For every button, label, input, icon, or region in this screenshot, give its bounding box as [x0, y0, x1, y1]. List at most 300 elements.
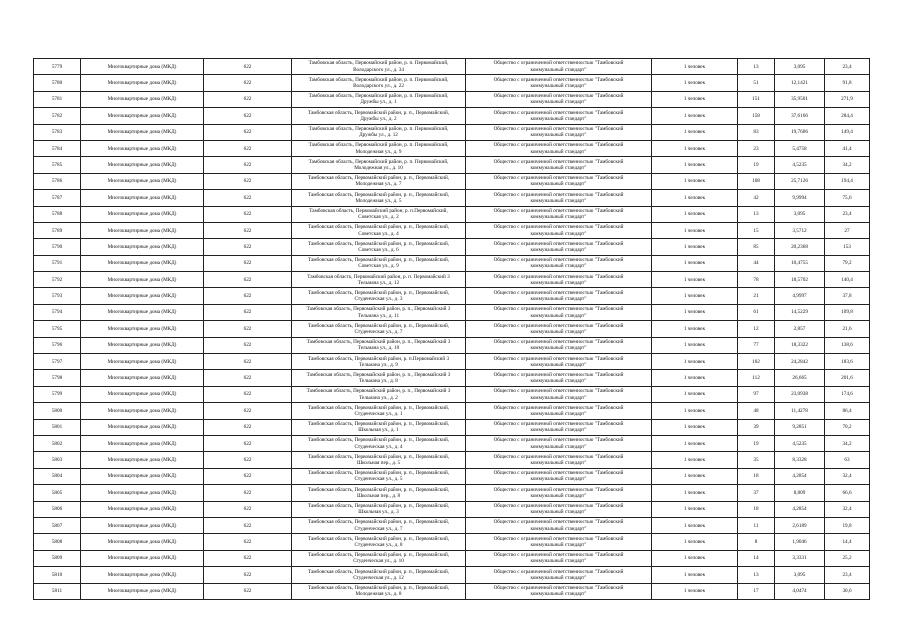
object-type-cell: Многоквартирные дома (МКД) [81, 452, 204, 468]
address-cell [292, 206, 466, 222]
organization-line-1: Общество с ограниченной ответственностью "Тамбовский [493, 142, 624, 149]
organization-line-1: Общество с ограниченной ответственностью "Тамбовский [493, 568, 624, 575]
resident-count-cell: 83 [738, 124, 775, 140]
object-type-cell: Многоквартирные дома (МКД) [81, 255, 204, 271]
address-line-1: Тамбовская область, Первомайский район, р. п. Первомайский 3 [307, 273, 450, 280]
object-type-cell: Многоквартирные дома (МКД) [81, 108, 204, 124]
row-number-cell: 5786 [34, 173, 81, 189]
resident-count-cell: 108 [738, 173, 775, 189]
row-number-cell: 5796 [34, 337, 81, 353]
mass-value-cell: 63 [825, 452, 870, 468]
address-cell [292, 239, 466, 255]
organization-line-1: Общество с ограниченной ответственностью "Тамбовский [493, 306, 624, 313]
table-row [34, 190, 870, 206]
volume-value-cell: 24,2842 [775, 354, 825, 370]
responsible-cell: 1 человек [652, 485, 738, 501]
volume-value-cell: 4,2854 [775, 501, 825, 517]
volume-value-cell: 2,857 [775, 321, 825, 337]
row-number-cell: 5791 [34, 255, 81, 271]
address-line-2: Молодежная ул., д. 9 [355, 148, 402, 155]
registry-table [33, 58, 870, 600]
address-line-1: Тамбовская область, Первомайский район, р. п. Первомайский, [308, 158, 449, 165]
table-row [34, 140, 870, 156]
table-row [34, 59, 870, 75]
mass-value-cell: 149,4 [825, 124, 870, 140]
responsible-cell: 1 человек [652, 354, 738, 370]
address-cell [292, 452, 466, 468]
object-type-cell: Многоквартирные дома (МКД) [81, 419, 204, 435]
mass-value-cell: 21,6 [825, 321, 870, 337]
table-row [34, 534, 870, 550]
row-number-cell: 5797 [34, 354, 81, 370]
organization-line-2: коммунальный стандарт" [530, 99, 587, 106]
organization-line-1: Общество с ограниченной ответственностью "Тамбовский [493, 175, 624, 182]
address-line-2: Школьная ул., д. 3 [358, 509, 399, 516]
address-line-2: Студенческая ул., д. 7 [354, 525, 403, 532]
address-line-1: Тамбовская область, Первомайский район, р. п. Первомайский, [308, 93, 449, 100]
table-row [34, 288, 870, 304]
row-number-cell: 5792 [34, 272, 81, 288]
address-cell [292, 386, 466, 402]
address-cell [292, 354, 466, 370]
address-cell [292, 190, 466, 206]
responsible-cell: 1 человек [652, 321, 738, 337]
address-line-2: Володарского ул., д. 34 [353, 66, 404, 73]
row-number-cell: 5794 [34, 304, 81, 320]
resident-count-cell: 112 [738, 370, 775, 386]
resident-count-cell: 21 [738, 288, 775, 304]
organization-line-1: Общество с ограниченной ответственностью "Тамбовский [493, 535, 624, 542]
address-cell [292, 288, 466, 304]
responsible-cell: 1 человек [652, 206, 738, 222]
address-line-1: Тамбовская область, Первомайский район, р. п.Первомайский, [309, 208, 448, 214]
address-line-2: Советская ул., д. 9 [358, 263, 399, 270]
organization-line-1: Общество с ограниченной ответственностью "Тамбовский [493, 552, 624, 559]
mass-value-cell: 79,2 [825, 255, 870, 271]
organization-cell [466, 124, 652, 140]
responsible-cell: 1 человек [652, 124, 738, 140]
mass-value-cell: 70,2 [825, 419, 870, 435]
volume-value-cell: 18,5702 [775, 272, 825, 288]
category-code-cell: 622 [204, 386, 292, 402]
organization-cell [466, 517, 652, 533]
organization-line-1: Общество с ограниченной ответственностью "Тамбовский [493, 126, 624, 133]
category-code-cell: 622 [204, 59, 292, 75]
address-line-2: Студенческая ул., д. 12 [353, 574, 404, 581]
volume-value-cell: 1,9046 [775, 534, 825, 550]
responsible-cell: 1 человек [652, 75, 738, 91]
resident-count-cell: 17 [738, 583, 775, 599]
volume-value-cell: 14,5229 [775, 304, 825, 320]
row-number-cell: 5807 [34, 517, 81, 533]
address-line-2: Студенческая ул., д. 4 [354, 443, 403, 450]
address-line-1: Тамбовская область, Первомайский район, р. п., Первомайский 3 [306, 339, 451, 346]
row-number-cell: 5800 [34, 403, 81, 419]
address-cell [292, 517, 466, 533]
mass-value-cell: 32,4 [825, 468, 870, 484]
address-cell [292, 222, 466, 238]
address-cell [292, 501, 466, 517]
object-type-cell: Многоквартирные дома (МКД) [81, 567, 204, 583]
resident-count-cell: 77 [738, 337, 775, 353]
resident-count-cell: 13 [738, 567, 775, 583]
row-number-cell: 5798 [34, 370, 81, 386]
responsible-cell: 1 человек [652, 304, 738, 320]
responsible-cell: 1 человек [652, 403, 738, 419]
category-code-cell: 622 [204, 206, 292, 222]
address-line-2: Школьная пер., д. 8 [356, 492, 401, 499]
responsible-cell: 1 человек [652, 91, 738, 107]
organization-line-2: коммунальный стандарт" [530, 181, 587, 188]
mass-value-cell: 75,6 [825, 190, 870, 206]
volume-value-cell: 4,5235 [775, 435, 825, 451]
organization-line-2: коммунальный стандарт" [530, 525, 587, 532]
responsible-cell: 1 человек [652, 550, 738, 566]
category-code-cell: 622 [204, 91, 292, 107]
address-line-1: Тамбовская область, Первомайский район, р. п., Первомайский 3 [306, 306, 451, 313]
row-number-cell: 5793 [34, 288, 81, 304]
address-line-2: Советская ул., д. 2 [358, 214, 399, 221]
organization-cell [466, 157, 652, 173]
address-line-1: Тамбовская область, Первомайский район, р. п., Первомайский, [307, 437, 450, 444]
responsible-cell: 1 человек [652, 222, 738, 238]
address-cell [292, 59, 466, 75]
category-code-cell: 622 [204, 272, 292, 288]
address-cell [292, 485, 466, 501]
mass-value-cell: 19,8 [825, 517, 870, 533]
volume-value-cell: 4,5235 [775, 157, 825, 173]
row-number-cell: 5787 [34, 190, 81, 206]
address-line-2: Дружбы ул., д. 12 [359, 132, 398, 139]
table-row [34, 206, 870, 222]
category-code-cell: 622 [204, 485, 292, 501]
responsible-cell: 1 человек [652, 157, 738, 173]
address-line-2: Молодежная ул., д. 10 [354, 165, 403, 172]
address-line-1: Тамбовская область, Первомайский район, р. п., Первомайский, [307, 404, 450, 411]
document-page [33, 58, 869, 600]
object-type-cell: Многоквартирные дома (МКД) [81, 583, 204, 599]
resident-count-cell: 51 [738, 75, 775, 91]
object-type-cell: Многоквартирные дома (МКД) [81, 272, 204, 288]
table-row [34, 550, 870, 566]
address-line-1: Тамбовская область, Первомайский район, р. п., Первомайский, [307, 175, 450, 182]
mass-value-cell: 138,6 [825, 337, 870, 353]
address-line-2: Студенческая ул., д. 7 [354, 328, 403, 335]
address-line-2: Тельмана ул., д. 9 [359, 361, 398, 368]
organization-line-1: Общество с ограниченной ответственностью "Тамбовский [493, 503, 624, 510]
volume-value-cell: 23,0938 [775, 386, 825, 402]
category-code-cell: 622 [204, 255, 292, 271]
address-line-1: Тамбовская область, Первомайский район, р. п., Первомайский, [307, 584, 450, 591]
organization-line-2: коммунальный стандарт" [530, 66, 587, 73]
address-line-1: Тамбовская область, Первомайский район, р. п., Первомайский, [307, 535, 450, 542]
table-row [34, 468, 870, 484]
table-row [34, 370, 870, 386]
row-number-cell: 5810 [34, 567, 81, 583]
mass-value-cell: 41,4 [825, 140, 870, 156]
responsible-cell: 1 человек [652, 583, 738, 599]
address-line-2: Студенческая ул., д. 10 [353, 558, 404, 565]
volume-value-cell: 3,095 [775, 206, 825, 222]
category-code-cell: 622 [204, 337, 292, 353]
category-code-cell: 622 [204, 419, 292, 435]
organization-line-1: Общество с ограниченной ответственностью "Тамбовский [493, 371, 624, 378]
address-line-1: Тамбовская область, Первомайский район, р. п., Первомайский, [307, 322, 450, 329]
address-line-1: Тамбовская область, Первомайский район, р. п.Первомайский 3 [307, 355, 450, 362]
organization-cell [466, 190, 652, 206]
volume-value-cell: 5,4758 [775, 140, 825, 156]
address-line-1: Тамбовская область, Первомайский район, р. п., Первомайский, [307, 519, 450, 526]
mass-value-cell: 86,4 [825, 403, 870, 419]
mass-value-cell: 183,6 [825, 354, 870, 370]
organization-cell [466, 321, 652, 337]
address-line-1: Тамбовская область, Первомайский район, р. п., Первомайский, [307, 421, 450, 428]
volume-value-cell: 19,7606 [775, 124, 825, 140]
address-line-2: Студенческая ул., д. 3 [354, 296, 403, 303]
organization-line-1: Общество с ограниченной ответственностью "Тамбовский [493, 109, 624, 116]
table-body [34, 59, 870, 600]
volume-value-cell: 20,2368 [775, 239, 825, 255]
category-code-cell: 622 [204, 75, 292, 91]
address-line-1: Тамбовская область, Первомайский район, р. п., Первомайский, [307, 240, 450, 247]
address-cell [292, 173, 466, 189]
resident-count-cell: 158 [738, 108, 775, 124]
address-line-1: Тамбовская область, Первомайский район, р. п., Первомайский, [307, 470, 450, 477]
organization-cell [466, 59, 652, 75]
organization-line-2: коммунальный стандарт" [530, 427, 587, 434]
address-cell [292, 337, 466, 353]
address-cell [292, 583, 466, 599]
organization-cell [466, 419, 652, 435]
address-line-2: Советская ул., д. 4 [358, 230, 399, 237]
mass-value-cell: 91,8 [825, 75, 870, 91]
volume-value-cell: 37,6166 [775, 108, 825, 124]
table-row [34, 321, 870, 337]
table-row [34, 108, 870, 124]
table-row [34, 485, 870, 501]
object-type-cell: Многоквартирные дома (МКД) [81, 386, 204, 402]
object-type-cell: Многоквартирные дома (МКД) [81, 157, 204, 173]
responsible-cell: 1 человек [652, 59, 738, 75]
organization-cell [466, 206, 652, 222]
organization-line-1: Общество с ограниченной ответственностью "Тамбовский [493, 404, 624, 411]
object-type-cell: Многоквартирные дома (МКД) [81, 190, 204, 206]
responsible-cell: 1 человек [652, 501, 738, 517]
row-number-cell: 5811 [34, 583, 81, 599]
organization-line-2: коммунальный стандарт" [530, 509, 587, 516]
organization-line-2: коммунальный стандарт" [530, 230, 587, 237]
organization-line-1: Общество с ограниченной ответственностью "Тамбовский [493, 388, 624, 395]
responsible-cell: 1 человек [652, 255, 738, 271]
category-code-cell: 622 [204, 534, 292, 550]
address-line-1: Тамбовская область, Первомайский район, р. п. Первомайский, [308, 142, 449, 149]
volume-value-cell: 3,5712 [775, 222, 825, 238]
resident-count-cell: 85 [738, 239, 775, 255]
organization-line-2: коммунальный стандарт" [530, 115, 587, 122]
object-type-cell: Многоквартирные дома (МКД) [81, 403, 204, 419]
responsible-cell: 1 человек [652, 534, 738, 550]
address-cell [292, 370, 466, 386]
object-type-cell: Многоквартирные дома (МКД) [81, 304, 204, 320]
category-code-cell: 622 [204, 304, 292, 320]
address-line-2: Тельмана ул., д. 10 [357, 345, 400, 352]
row-number-cell: 5806 [34, 501, 81, 517]
category-code-cell: 622 [204, 403, 292, 419]
address-cell [292, 255, 466, 271]
row-number-cell: 5784 [34, 140, 81, 156]
responsible-cell: 1 человек [652, 419, 738, 435]
organization-line-1: Общество с ограниченной ответственностью "Тамбовский [493, 519, 624, 526]
responsible-cell: 1 человек [652, 370, 738, 386]
table-row [34, 517, 870, 533]
volume-value-cell: 9,2851 [775, 419, 825, 435]
address-line-2: Школьная пер., д. 5 [356, 460, 401, 467]
organization-line-2: коммунальный стандарт" [530, 345, 587, 352]
organization-cell [466, 435, 652, 451]
organization-line-2: коммунальный стандарт" [530, 83, 587, 90]
address-line-1: Тамбовская область, Первомайский район, р. п., Первомайский 3 [306, 371, 451, 378]
object-type-cell: Многоквартирные дома (МКД) [81, 501, 204, 517]
address-line-2: Советская ул., д. 6 [358, 246, 399, 253]
organization-line-2: коммунальный стандарт" [530, 476, 587, 483]
mass-value-cell: 34,2 [825, 157, 870, 173]
mass-value-cell: 30,6 [825, 583, 870, 599]
row-number-cell: 5805 [34, 485, 81, 501]
table-row [34, 583, 870, 599]
responsible-cell: 1 человек [652, 190, 738, 206]
organization-line-2: коммунальный стандарт" [530, 394, 587, 401]
category-code-cell: 622 [204, 468, 292, 484]
organization-line-2: коммунальный стандарт" [530, 492, 587, 499]
volume-value-cell: 12,1421 [775, 75, 825, 91]
organization-cell [466, 354, 652, 370]
table-row [34, 337, 870, 353]
mass-value-cell: 174,6 [825, 386, 870, 402]
organization-line-2: коммунальный стандарт" [530, 296, 587, 303]
responsible-cell: 1 человек [652, 337, 738, 353]
organization-cell [466, 337, 652, 353]
volume-value-cell: 4,9997 [775, 288, 825, 304]
mass-value-cell: 23,4 [825, 206, 870, 222]
category-code-cell: 622 [204, 567, 292, 583]
address-line-1: Тамбовская область, Первомайский район, р. п., Первомайский, [307, 453, 450, 460]
row-number-cell: 5801 [34, 419, 81, 435]
row-number-cell: 5789 [34, 222, 81, 238]
organization-cell [466, 75, 652, 91]
category-code-cell: 622 [204, 239, 292, 255]
mass-value-cell: 32,4 [825, 501, 870, 517]
organization-cell [466, 304, 652, 320]
address-line-1: Тамбовская область, Первомайский район, р. п. Первомайский, [308, 76, 449, 83]
resident-count-cell: 97 [738, 386, 775, 402]
row-number-cell: 5790 [34, 239, 81, 255]
volume-value-cell: 3,3331 [775, 550, 825, 566]
organization-line-1: Общество с ограниченной ответственностью "Тамбовский [493, 339, 624, 346]
mass-value-cell: 109,8 [825, 304, 870, 320]
organization-line-2: коммунальный стандарт" [530, 542, 587, 549]
table-row [34, 157, 870, 173]
object-type-cell: Многоквартирные дома (МКД) [81, 124, 204, 140]
organization-line-1: Общество с ограниченной ответственностью "Тамбовский [493, 289, 624, 296]
organization-line-1: Общество с ограниченной ответственностью "Тамбовский [493, 93, 624, 100]
responsible-cell: 1 человек [652, 567, 738, 583]
organization-line-1: Общество с ограниченной ответственностью "Тамбовский [493, 453, 624, 460]
organization-line-2: коммунальный стандарт" [530, 410, 587, 417]
table-row [34, 386, 870, 402]
organization-line-2: коммунальный стандарт" [530, 591, 587, 598]
row-number-cell: 5783 [34, 124, 81, 140]
organization-line-2: коммунальный стандарт" [530, 574, 587, 581]
organization-line-2: коммунальный стандарт" [530, 378, 587, 385]
row-number-cell: 5809 [34, 550, 81, 566]
organization-line-1: Общество с ограниченной ответственностью "Тамбовский [493, 158, 624, 165]
organization-line-1: Общество с ограниченной ответственностью "Тамбовский [493, 208, 624, 214]
organization-line-2: коммунальный стандарт" [530, 558, 587, 565]
organization-cell [466, 288, 652, 304]
organization-line-1: Общество с ограниченной ответственностью "Тамбовский [493, 191, 624, 198]
organization-cell [466, 567, 652, 583]
volume-value-cell: 26,665 [775, 370, 825, 386]
resident-count-cell: 44 [738, 255, 775, 271]
object-type-cell: Многоквартирные дома (МКД) [81, 239, 204, 255]
resident-count-cell: 61 [738, 304, 775, 320]
organization-cell [466, 140, 652, 156]
organization-line-1: Общество с ограниченной ответственностью "Тамбовский [493, 240, 624, 247]
mass-value-cell: 284,4 [825, 108, 870, 124]
resident-count-cell: 23 [738, 140, 775, 156]
category-code-cell: 622 [204, 288, 292, 304]
address-line-1: Тамбовская область, Первомайский район, р. п., Первомайский, [307, 191, 450, 198]
address-cell [292, 534, 466, 550]
organization-cell [466, 370, 652, 386]
category-code-cell: 622 [204, 157, 292, 173]
organization-line-2: коммунальный стандарт" [530, 246, 587, 253]
object-type-cell: Многоквартирные дома (МКД) [81, 222, 204, 238]
object-type-cell: Многоквартирные дома (МКД) [81, 435, 204, 451]
table-row [34, 239, 870, 255]
address-line-1: Тамбовская область, Первомайский район, р. п. Первомайский, [308, 126, 449, 133]
mass-value-cell: 201,6 [825, 370, 870, 386]
address-line-1: Тамбовская область, Первомайский район, р. п., Первомайский 3 [306, 388, 451, 395]
table-row [34, 222, 870, 238]
table-row [34, 452, 870, 468]
organization-cell [466, 91, 652, 107]
category-code-cell: 622 [204, 550, 292, 566]
address-line-2: Студенческая ул., д. 8 [354, 542, 403, 549]
organization-line-1: Общество с ограниченной ответственностью "Тамбовский [493, 76, 624, 83]
address-line-1: Тамбовская область, Первомайский район, р. п., Первомайский, [307, 486, 450, 493]
resident-count-cell: 18 [738, 501, 775, 517]
volume-value-cell: 9,9994 [775, 190, 825, 206]
address-line-1: Тамбовская область, Первомайский район, р. п., Первомайский, [307, 257, 450, 264]
mass-value-cell: 14,4 [825, 534, 870, 550]
row-number-cell: 5788 [34, 206, 81, 222]
organization-line-1: Общество с ограниченной ответственностью "Тамбовский [493, 437, 624, 444]
table-row [34, 91, 870, 107]
row-number-cell: 5779 [34, 59, 81, 75]
organization-line-1: Общество с ограниченной ответственностью "Тамбовский [493, 470, 624, 477]
category-code-cell: 622 [204, 435, 292, 451]
resident-count-cell: 15 [738, 222, 775, 238]
mass-value-cell: 23,4 [825, 59, 870, 75]
organization-cell [466, 386, 652, 402]
organization-cell [466, 173, 652, 189]
row-number-cell: 5780 [34, 75, 81, 91]
resident-count-cell: 48 [738, 403, 775, 419]
volume-value-cell: 2,6189 [775, 517, 825, 533]
mass-value-cell: 25,2 [825, 550, 870, 566]
address-line-1: Тамбовская область, Первомайский район, р. п., Первомайский, [307, 224, 450, 231]
